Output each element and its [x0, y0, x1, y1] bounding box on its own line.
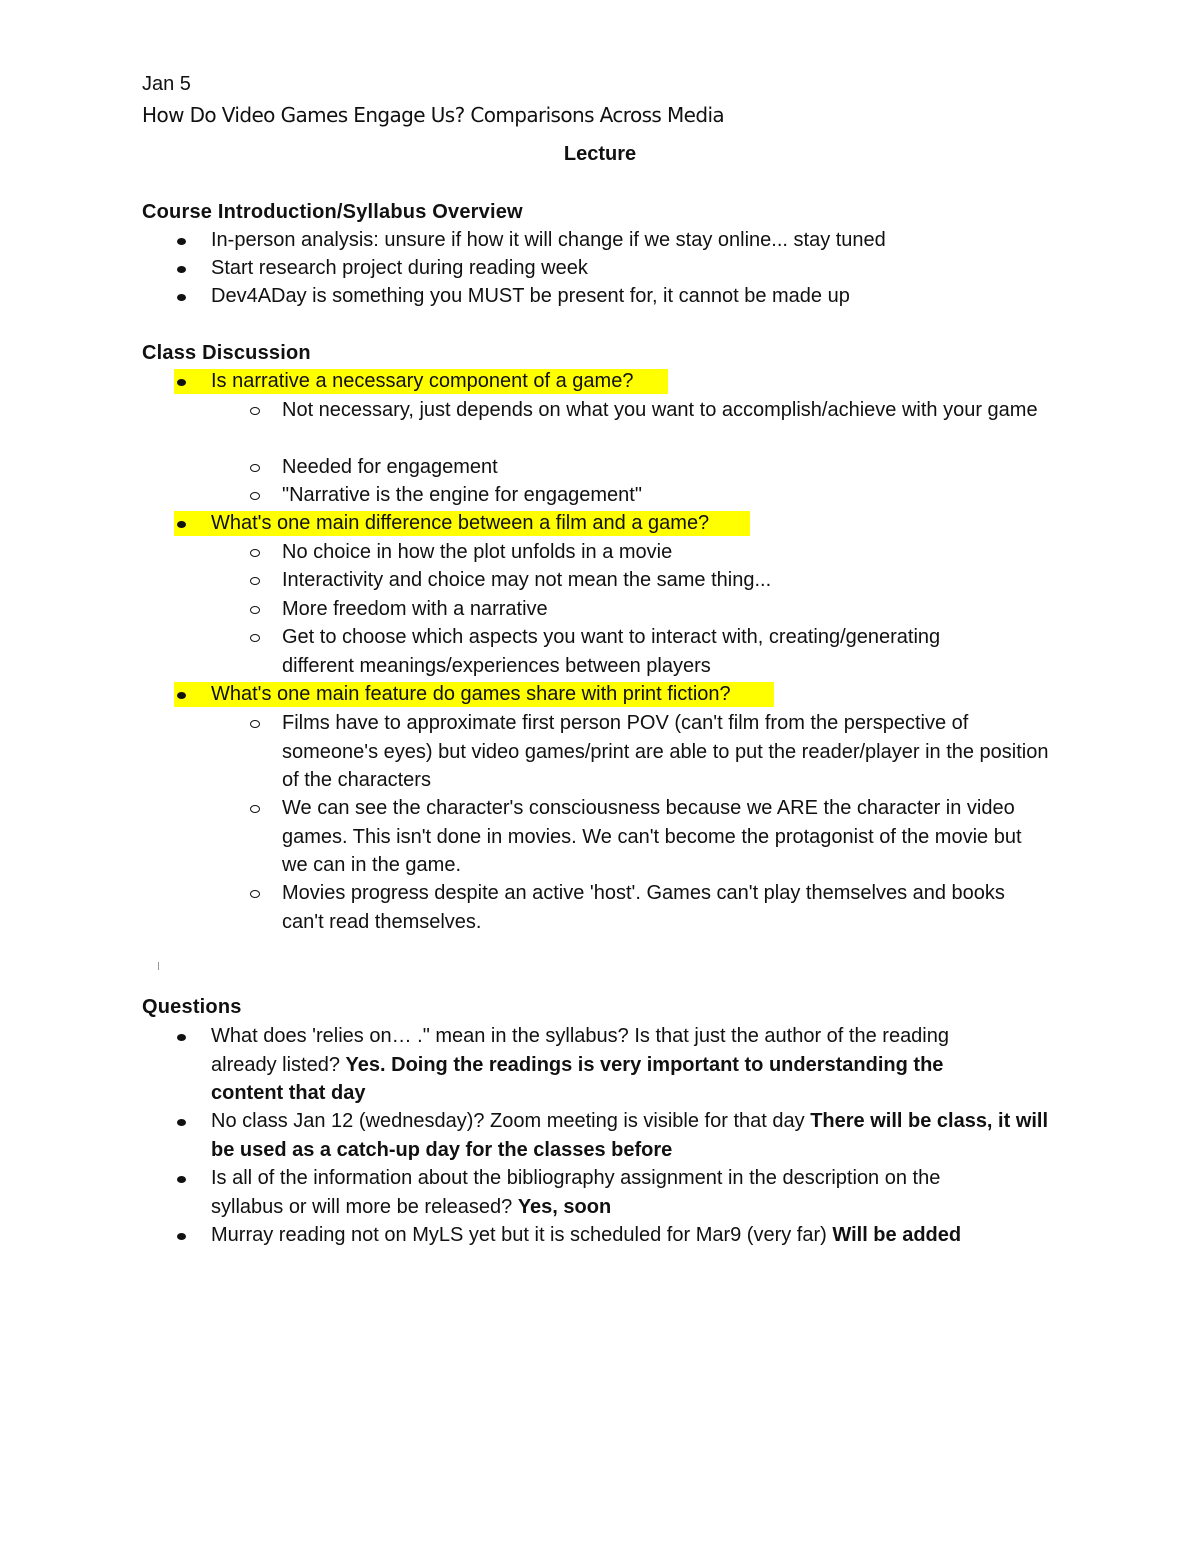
- question-text: Murray reading not on MyLS yet but it is scheduled for Mar9 (very far): [211, 1224, 827, 1246]
- question-answer: Will be added: [832, 1224, 962, 1246]
- bullet-dot-icon: [177, 1164, 186, 1193]
- bullet-dot-icon: [177, 254, 186, 283]
- discussion-answer: Interactivity and choice may not mean the same thing...: [282, 569, 772, 591]
- bullet-dot-icon: [177, 680, 186, 709]
- list-item: Dev4ADay is something you MUST be present for, it cannot be made up: [211, 285, 850, 307]
- discussion-answer: Not necessary, just depends on what you want to accomplish/achieve with your game: [282, 399, 1038, 421]
- question-item: [211, 1022, 1011, 1108]
- bullet-circle-icon: [250, 794, 260, 823]
- question-item: [211, 1164, 1011, 1221]
- bullet-circle-icon: [250, 566, 260, 595]
- bullet-dot-icon: [177, 509, 186, 538]
- discussion-answer: More freedom with a narrative: [282, 598, 548, 620]
- question-text: Is all of the information about the bibliography assignment in the description on the syllabus or will more be released?: [211, 1167, 941, 1218]
- section-heading-questions: Questions: [142, 996, 242, 1018]
- discussion-answer: Needed for engagement: [282, 456, 498, 478]
- bullet-circle-icon: [250, 623, 260, 652]
- question-answer: Yes. Doing the readings is very important to understanding the content that day: [211, 1053, 944, 1104]
- bullet-circle-icon: [250, 453, 260, 482]
- discussion-answer: No choice in how the plot unfolds in a movie: [282, 541, 673, 563]
- discussion-question: Is narrative a necessary component of a game?: [211, 370, 634, 392]
- list-item: In-person analysis: unsure if how it will change if we stay online... stay tuned: [211, 229, 886, 251]
- bullet-circle-icon: [250, 396, 260, 425]
- question-answer: There will be class, it will be used as a catch-up day for the classes before: [211, 1110, 1049, 1161]
- question-text: What does 'relies on… ." mean in the syllabus? Is that just the author of the reading already listed?: [211, 1025, 949, 1076]
- question-item: [211, 1107, 1061, 1164]
- bullet-circle-icon: [250, 709, 260, 738]
- discussion-answer: "Narrative is the engine for engagement": [282, 484, 642, 506]
- bullet-dot-icon: [177, 1022, 186, 1051]
- bullet-circle-icon: [250, 595, 260, 624]
- discussion-answer: Movies progress despite an active 'host'. Games can't play themselves and books can't read themselves.: [282, 882, 1005, 933]
- discussion-answer: Films have to approximate first person POV (can't film from the perspective of someone's eyes) but video games/print are able to put the reader/player in the position of the characters: [282, 712, 1049, 791]
- page-subtitle: Lecture: [563, 143, 637, 165]
- page-title: How Do Video Games Engage Us? Comparisons Across Media: [142, 103, 725, 127]
- bullet-circle-icon: [250, 538, 260, 567]
- discussion-answer: We can see the character's consciousness because we ARE the character in video games. This isn't done in movies. We can't become the protagonist of the movie but we can in the game.: [282, 797, 1022, 876]
- bullet-dot-icon: [177, 1107, 186, 1136]
- discussion-answer: Get to choose which aspects you want to interact with, creating/generating different meanings/experiences between players: [282, 626, 941, 677]
- discussion-question: What's one main difference between a film and a game?: [211, 512, 710, 534]
- question-item: [211, 1221, 1061, 1250]
- note-date: Jan 5: [142, 73, 191, 95]
- list-item: Start research project during reading week: [211, 257, 588, 279]
- bullet-dot-icon: [177, 1221, 186, 1250]
- section-heading-intro: Course Introduction/Syllabus Overview: [142, 201, 523, 223]
- bullet-circle-icon: [250, 481, 260, 510]
- section-heading-discussion: Class Discussion: [142, 342, 311, 364]
- bullet-dot-icon: [177, 282, 186, 311]
- bullet-dot-icon: [177, 226, 186, 255]
- question-answer: Yes, soon: [517, 1195, 612, 1218]
- bullet-dot-icon: [177, 367, 186, 396]
- question-text: No class Jan 12 (wednesday)? Zoom meeting is visible for that day: [211, 1110, 805, 1132]
- stray-mark: [158, 962, 159, 970]
- bullet-circle-icon: [250, 879, 260, 908]
- discussion-question: What's one main feature do games share with print fiction?: [211, 683, 731, 705]
